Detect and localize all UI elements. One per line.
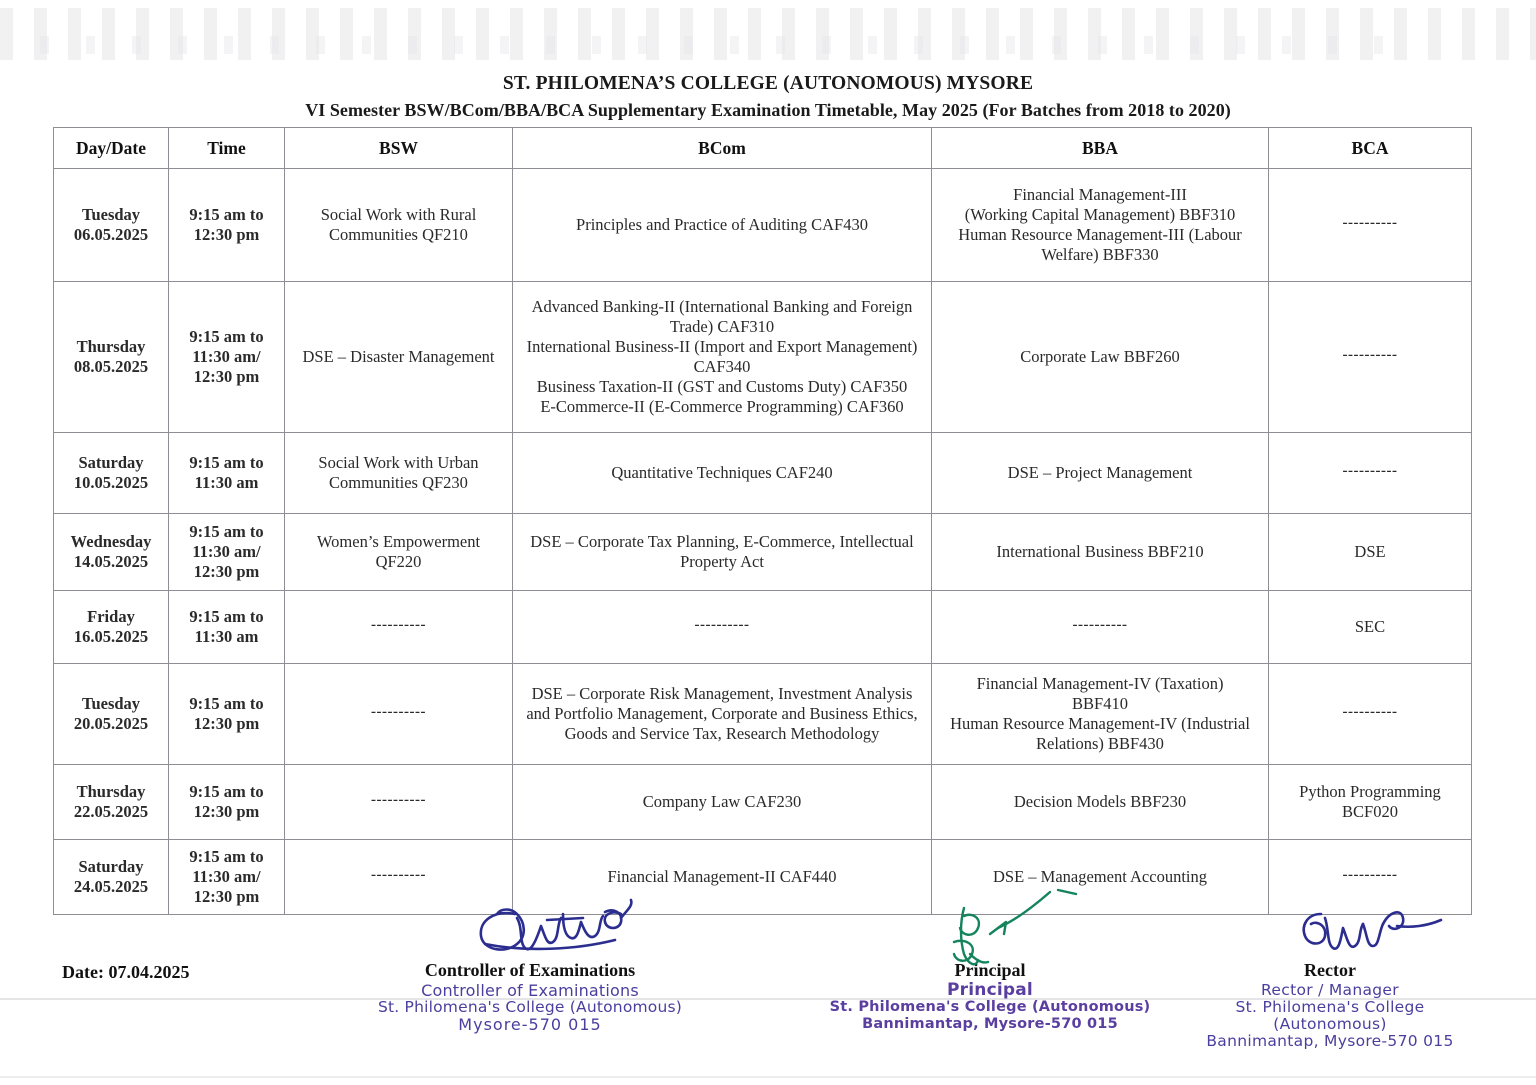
stamp-line: St. Philomena's College [1235,998,1425,1016]
cell-bcom [513,282,932,433]
cell-line: Quantitative Techniques CAF240 [611,463,833,482]
cell-line: ---------- [694,617,750,633]
cell-line: 20.05.2025 [73,714,149,733]
cell-line: Advanced Banking-II (International Banking and Foreign [531,297,913,316]
cell-line: ---------- [371,792,426,808]
cell-line: Saturday [78,453,144,472]
cell-line: Human Resource Management-III (Labour [958,225,1242,244]
signature-title-rector: Rector [1304,960,1356,980]
column-header-time: Time [169,128,285,169]
cell-bca [1269,433,1472,514]
cell-line: DSE – Disaster Management [302,347,495,366]
cell-line: Corporate Law BBF260 [1020,347,1180,366]
cell-line: 24.05.2025 [73,877,149,896]
cell-line: SEC [1354,617,1386,636]
timetable-subtitle: VI Semester BSW/BCom/BBA/BCA Supplementary Examination Timetable, May 2025 (For Batches from 2018 to 2020) [305,100,1231,120]
table-row [54,664,1472,765]
cell-line: E-Commerce-II (E-Commerce Programming) CAF360 [540,397,904,416]
cell-line: Tuesday [81,205,141,224]
cell-line: International Business-II (Import and Export Management) [526,337,918,356]
cell-line: and Portfolio Management, Corporate and Business Ethics, [526,704,918,723]
handwritten-signature-rector [1285,898,1465,968]
table-row [54,591,1472,664]
cell-line: 16.05.2025 [73,627,149,646]
cell-line: Social Work with Rural [320,205,477,224]
column-header-bba: BBA [932,128,1269,169]
cell-line: 12:30 pm [193,714,260,733]
cell-bba [932,591,1269,664]
column-header-bcom: BCom [513,128,932,169]
cell-line: 12:30 pm [193,225,260,244]
cell-bsw [285,664,513,765]
cell-line: ---------- [371,867,426,883]
cell-line: 11:30 am/ [192,542,261,561]
stamp-line: Rector / Manager [1261,981,1399,999]
stamp-controller [345,982,715,1033]
cell-time [169,282,285,433]
cell-bcom [513,664,932,765]
scan-noise-band-secondary [40,36,1420,54]
cell-bba [932,169,1269,282]
stamp-line: Controller of Examinations [421,981,639,1000]
cell-day-date [54,664,169,765]
scan-line-artifact-2 [0,1076,1536,1078]
signature-title-principal: Principal [954,960,1026,980]
column-header-bca: BCA [1269,128,1472,169]
cell-bba [932,282,1269,433]
cell-day-date [54,591,169,664]
cell-line: BCF020 [1342,802,1398,821]
cell-line: 11:30 am/ [192,867,261,886]
cell-time [169,433,285,514]
cell-bcom [513,433,932,514]
cell-bsw [285,282,513,433]
cell-line: 12:30 pm [193,887,260,906]
table-row [54,765,1472,840]
stamp-principal [820,982,1160,1033]
cell-line: CAF340 [693,357,751,376]
document-header [0,72,1536,122]
cell-line: (Working Capital Management) BBF310 [964,205,1236,224]
cell-line: Financial Management-IV (Taxation) [976,674,1224,693]
timetable-container [53,127,1471,915]
table-body [54,169,1472,915]
cell-line: Communities QF230 [329,473,468,492]
table-row [54,169,1472,282]
cell-line: DSE [1354,542,1386,561]
cell-line: 12:30 pm [193,802,260,821]
cell-line: 08.05.2025 [73,357,149,376]
cell-line: Tuesday [81,694,141,713]
stamp-line: (Autonomous) [1273,1015,1387,1033]
cell-line: DSE – Management Accounting [992,867,1207,886]
cell-line: Property Act [680,552,764,571]
issue-date: Date: 07.04.2025 [62,962,190,982]
cell-bca [1269,282,1472,433]
cell-line: 9:15 am to [189,522,264,541]
cell-line: ---------- [1342,215,1398,231]
cell-line: Goods and Service Tax, Research Methodology [564,724,880,743]
cell-line: Thursday [76,782,146,801]
cell-time [169,169,285,282]
stamp-rector [1160,982,1500,1050]
cell-bca [1269,591,1472,664]
cell-bcom [513,765,932,840]
cell-line: 9:15 am to [189,694,264,713]
cell-line: Business Taxation-II (GST and Customs Duty) CAF350 [536,377,908,396]
cell-line: Thursday [76,337,146,356]
cell-line: Saturday [78,857,144,876]
cell-bcom [513,591,932,664]
cell-time [169,664,285,765]
cell-line: 9:15 am to [189,607,264,626]
college-name: ST. PHILOMENA’S COLLEGE (AUTONOMOUS) MYSORE [502,73,1034,94]
cell-line: Friday [87,607,135,626]
cell-line: 9:15 am to [189,847,264,866]
stamp-line: St. Philomena's College (Autonomous) [829,999,1151,1015]
signature-title-controller: Controller of Examinations [424,960,636,980]
cell-bsw [285,765,513,840]
cell-line: Python Programming [1299,782,1441,801]
signature-block-principal [820,960,1160,1033]
cell-bsw [285,169,513,282]
cell-line: 14.05.2025 [73,552,149,571]
cell-line: Principles and Practice of Auditing CAF430 [576,215,868,234]
stamp-line: Principal [947,980,1033,1000]
cell-line: 11:30 am [194,473,259,492]
stamp-line: St. Philomena's College (Autonomous) [377,998,683,1016]
cell-line: 11:30 am/ [192,347,261,366]
cell-line: Relations) BBF430 [1036,734,1164,753]
cell-line: Social Work with Urban [318,453,479,472]
cell-line: ---------- [1342,867,1398,883]
cell-line: 06.05.2025 [73,225,149,244]
cell-line: DSE – Corporate Risk Management, Investment Analysis [531,684,913,703]
cell-bba [932,433,1269,514]
cell-line: BBF410 [1072,694,1128,713]
cell-line: ---------- [1342,704,1398,720]
cell-line: ---------- [1342,347,1398,363]
cell-line: DSE – Corporate Tax Planning, E-Commerce, Intellectual [530,532,914,551]
signature-block-rector [1160,960,1500,1050]
cell-bba [932,765,1269,840]
stamp-line: Bannimantap, Mysore-570 015 [862,1016,1118,1032]
exam-timetable [53,127,1472,915]
cell-time [169,514,285,591]
cell-line: DSE – Project Management [1007,463,1193,482]
cell-line: ---------- [371,704,426,720]
cell-line: 9:15 am to [189,453,264,472]
cell-line: International Business BBF210 [996,542,1204,561]
cell-bca [1269,514,1472,591]
cell-line: Wednesday [70,532,152,551]
cell-line: 12:30 pm [193,367,260,386]
cell-line: 9:15 am to [189,327,264,346]
cell-bba [932,514,1269,591]
cell-line: 11:30 am [194,627,259,646]
cell-line: Women’s Empowerment [316,532,481,551]
cell-line: ---------- [1072,617,1128,633]
cell-bsw [285,591,513,664]
cell-line: Financial Management-II CAF440 [607,867,837,886]
table-row [54,282,1472,433]
column-header-bsw: BSW [285,128,513,169]
cell-line: 9:15 am to [189,205,264,224]
handwritten-signature-controller [455,892,685,967]
cell-time [169,591,285,664]
cell-day-date [54,765,169,840]
stamp-line: Bannimantap, Mysore-570 015 [1206,1032,1454,1050]
cell-line: ---------- [1342,463,1398,479]
cell-bca [1269,664,1472,765]
column-header-day-date: Day/Date [54,128,169,169]
document-footer [0,880,1536,1085]
cell-day-date [54,433,169,514]
cell-day-date [54,282,169,433]
cell-time [169,765,285,840]
cell-line: 22.05.2025 [73,802,149,821]
cell-line: ---------- [371,617,426,633]
cell-bca [1269,765,1472,840]
cell-line: Communities QF210 [329,225,468,244]
cell-bcom [513,169,932,282]
cell-bsw [285,433,513,514]
cell-line: Trade) CAF310 [669,317,775,336]
table-header-row [54,128,1472,169]
cell-line: 12:30 pm [193,562,260,581]
table-row [54,514,1472,591]
signature-block-controller [345,960,715,1033]
stamp-line: Mysore-570 015 [458,1015,602,1034]
cell-bcom [513,514,932,591]
cell-bsw [285,514,513,591]
cell-day-date [54,169,169,282]
cell-day-date [54,514,169,591]
cell-bca [1269,169,1472,282]
cell-line: Company Law CAF230 [642,792,802,811]
cell-line: 9:15 am to [189,782,264,801]
table-row [54,433,1472,514]
cell-line: QF220 [375,552,422,571]
cell-line: 10.05.2025 [73,473,149,492]
cell-line: Welfare) BBF330 [1041,245,1159,264]
cell-line: Human Resource Management-IV (Industrial [950,714,1250,733]
cell-bba [932,664,1269,765]
cell-line: Decision Models BBF230 [1013,792,1187,811]
cell-line: Financial Management-III [1013,185,1187,204]
